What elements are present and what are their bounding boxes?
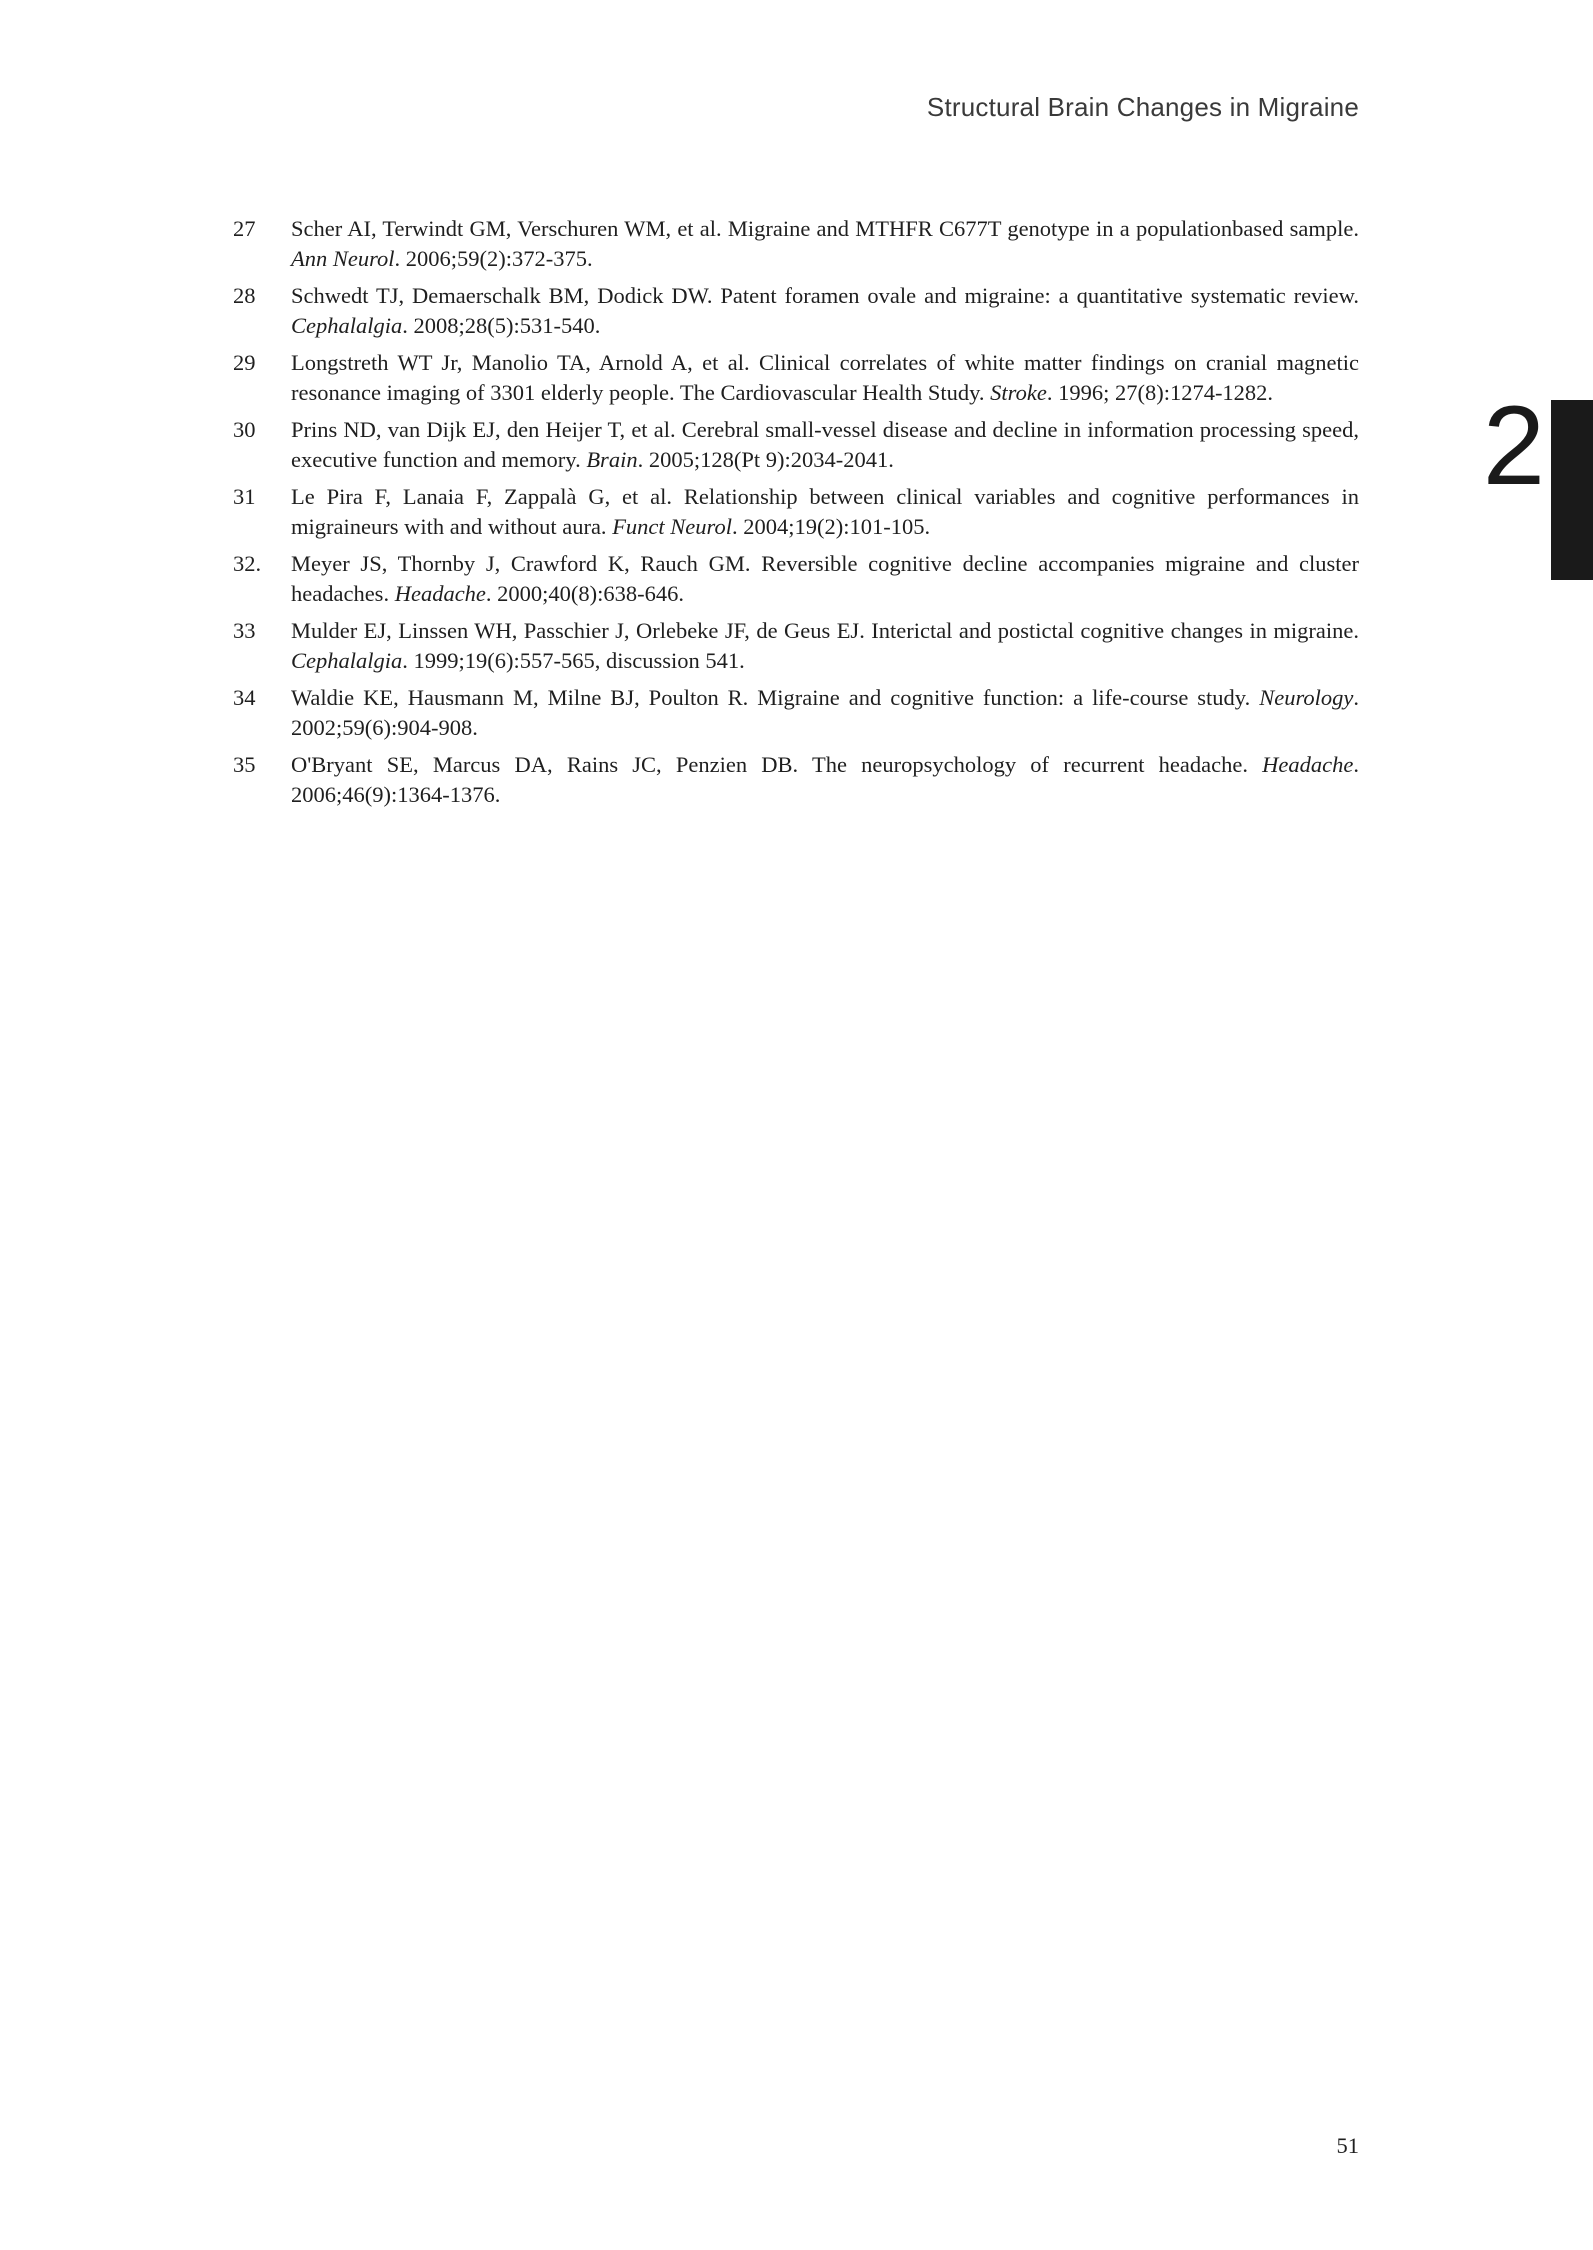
reference-text: Mulder EJ, Linssen WH, Passchier J, Orlebeke JF, de Geus EJ. Interictal and postictal cognitive changes in migraine. Cephalalgia. 1999;19(6):557-565, discussion 541.: [291, 618, 1359, 673]
reference-item: [233, 750, 1359, 810]
journal-name: Cephalalgia: [291, 648, 403, 673]
reference-text: Longstreth WT Jr, Manolio TA, Arnold A, et al. Clinical correlates of white matter findings on cranial magnetic resonance imaging of 3301 elderly people. The Cardiovascular Health Study. Stroke. 1996; 27(8):1274-1282.: [291, 350, 1359, 405]
reference-number: 35: [233, 752, 256, 777]
reference-text: O'Bryant SE, Marcus DA, Rains JC, Penzien DB. The neuropsychology of recurrent headache. Headache. 2006;46(9):1364-1376.: [291, 752, 1359, 807]
reference-number: 31: [233, 484, 256, 509]
reference-number: 34: [233, 685, 256, 710]
reference-item: [233, 616, 1359, 676]
reference-item: [233, 281, 1359, 341]
reference-text: Le Pira F, Lanaia F, Zappalà G, et al. Relationship between clinical variables and cognitive performances in migraineurs with and without aura. Funct Neurol. 2004;19(2):101-105.: [291, 484, 1359, 539]
reference-text: Waldie KE, Hausmann M, Milne BJ, Poulton R. Migraine and cognitive function: a life-course study. Neurology. 2002;59(6):904-908.: [291, 685, 1359, 740]
reference-item: [233, 214, 1359, 274]
reference-item: [233, 549, 1359, 609]
reference-text: Scher AI, Terwindt GM, Verschuren WM, et al. Migraine and MTHFR C677T genotype in a populationbased sample. Ann Neurol. 2006;59(2):372-375.: [291, 216, 1359, 271]
running-header: Structural Brain Changes in Migraine: [926, 92, 1359, 122]
journal-name: Ann Neurol: [291, 246, 395, 271]
journal-name: Neurology: [1259, 685, 1354, 710]
reference-text: Meyer JS, Thornby J, Crawford K, Rauch GM. Reversible cognitive decline accompanies migraine and cluster headaches. Headache. 2000;40(8):638-646.: [291, 551, 1359, 606]
reference-number: 33: [233, 618, 256, 643]
reference-number: 29: [233, 350, 256, 375]
reference-number: 28: [233, 283, 256, 308]
journal-name: Stroke: [990, 380, 1047, 405]
chapter-tab-marker: [1551, 400, 1593, 580]
reference-list: [233, 214, 1359, 817]
journal-name: Headache: [1262, 752, 1354, 777]
journal-name: Cephalalgia: [291, 313, 403, 338]
reference-item: [233, 415, 1359, 475]
reference-text: Prins ND, van Dijk EJ, den Heijer T, et al. Cerebral small-vessel disease and decline in information processing speed, executive function and memory. Brain. 2005;128(Pt 9):2034-2041.: [291, 417, 1359, 472]
reference-item: [233, 482, 1359, 542]
reference-number: 32.: [233, 551, 262, 576]
journal-name: Headache: [394, 581, 486, 606]
reference-number: 27: [233, 216, 256, 241]
page-number: 51: [1336, 2133, 1359, 2158]
journal-name: Brain: [586, 447, 638, 472]
reference-text: Schwedt TJ, Demaerschalk BM, Dodick DW. Patent foramen ovale and migraine: a quantitative systematic review. Cephalalgia. 2008;28(5):531-540.: [291, 283, 1359, 338]
journal-name: Funct Neurol: [612, 514, 732, 539]
reference-number: 30: [233, 417, 256, 442]
chapter-number: 2: [1482, 383, 1545, 508]
reference-item: [233, 348, 1359, 408]
reference-item: [233, 683, 1359, 743]
